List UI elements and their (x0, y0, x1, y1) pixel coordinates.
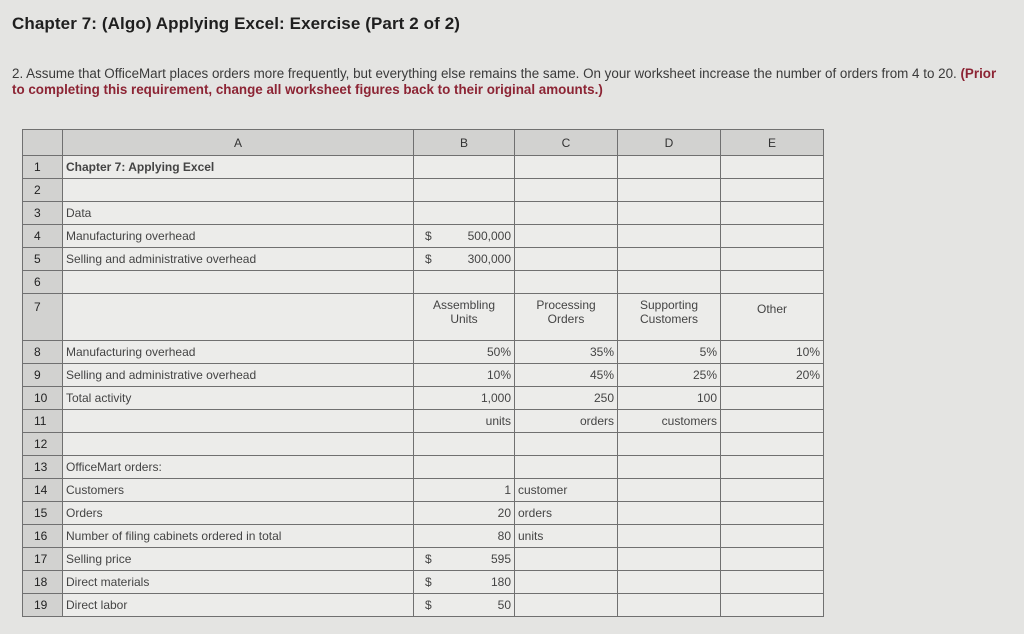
row-header[interactable]: 2 (23, 179, 63, 202)
cell-a19[interactable]: Direct labor (63, 594, 414, 617)
spreadsheet (22, 129, 824, 617)
row-header[interactable]: 8 (23, 341, 63, 364)
row-header[interactable]: 10 (23, 387, 63, 410)
cell-a13[interactable]: OfficeMart orders: (63, 456, 414, 479)
row-header[interactable]: 6 (23, 271, 63, 294)
cell-b1[interactable] (414, 156, 515, 179)
header-line-1: Assembling (432, 298, 496, 312)
cell-e14[interactable] (721, 479, 824, 502)
cell-d2[interactable] (618, 179, 721, 202)
cell-d1[interactable] (618, 156, 721, 179)
table-row (23, 341, 824, 364)
table-row (23, 479, 824, 502)
table-row (23, 456, 824, 479)
cell-value: 300,000 (467, 252, 511, 266)
cell-e12[interactable] (721, 433, 824, 456)
cell-d5[interactable] (618, 248, 721, 271)
row-header[interactable]: 12 (23, 433, 63, 456)
instructions-warning: (Prior to completing this requirement, change all worksheet figures back to their original amounts.) (12, 66, 997, 97)
cell-c10[interactable]: 250 (515, 387, 618, 410)
column-header-b[interactable]: B (414, 130, 515, 156)
cell-d7[interactable] (618, 294, 721, 341)
cell-d17[interactable] (618, 548, 721, 571)
cell-d6[interactable] (618, 271, 721, 294)
cell-c19[interactable] (515, 594, 618, 617)
cell-e19[interactable] (721, 594, 824, 617)
cell-b15[interactable]: 20 (414, 502, 515, 525)
select-all-corner[interactable] (23, 130, 63, 156)
instructions (12, 66, 1002, 98)
cell-c3[interactable] (515, 202, 618, 225)
table-row (23, 271, 824, 294)
row-header[interactable]: 4 (23, 225, 63, 248)
table-row (23, 433, 824, 456)
cell-a6[interactable] (63, 271, 414, 294)
cell-a8[interactable]: Manufacturing overhead (63, 341, 414, 364)
cell-b12[interactable] (414, 433, 515, 456)
row-header[interactable]: 15 (23, 502, 63, 525)
cell-b6[interactable] (414, 271, 515, 294)
cell-e17[interactable] (721, 548, 824, 571)
cell-c17[interactable] (515, 548, 618, 571)
row-header[interactable]: 1 (23, 156, 63, 179)
cell-e15[interactable] (721, 502, 824, 525)
header-line-1: Processing (536, 298, 596, 312)
cell-a18[interactable]: Direct materials (63, 571, 414, 594)
cell-e3[interactable] (721, 202, 824, 225)
cell-d16[interactable] (618, 525, 721, 548)
column-header-e[interactable]: E (721, 130, 824, 156)
table-row (23, 294, 824, 341)
cell-value: 50 (497, 598, 511, 612)
cell-d8[interactable]: 5% (618, 341, 721, 364)
table-row (23, 179, 824, 202)
cell-b7[interactable] (414, 294, 515, 341)
cell-d18[interactable] (618, 571, 721, 594)
cell-c12[interactable] (515, 433, 618, 456)
cell-c7[interactable] (515, 294, 618, 341)
cell-a14[interactable]: Customers (63, 479, 414, 502)
cell-c14[interactable]: customer (515, 479, 618, 502)
cell-d14[interactable] (618, 479, 721, 502)
cell-c18[interactable] (515, 571, 618, 594)
cell-b2[interactable] (414, 179, 515, 202)
cell-c4[interactable] (515, 225, 618, 248)
cell-e1[interactable] (721, 156, 824, 179)
cell-e6[interactable] (721, 271, 824, 294)
cell-b8[interactable]: 50% (414, 341, 515, 364)
cell-a1[interactable]: Chapter 7: Applying Excel (63, 156, 414, 179)
cell-b13[interactable] (414, 456, 515, 479)
cell-e11[interactable] (721, 410, 824, 433)
cell-b11[interactable]: units (414, 410, 515, 433)
cell-c13[interactable] (515, 456, 618, 479)
cell-c1[interactable] (515, 156, 618, 179)
cell-e5[interactable] (721, 248, 824, 271)
cell-a16[interactable]: Number of filing cabinets ordered in total (63, 525, 414, 548)
row-header[interactable]: 14 (23, 479, 63, 502)
cell-b17[interactable] (414, 548, 515, 571)
column-header-a[interactable]: A (63, 130, 414, 156)
currency-symbol: $ (425, 552, 432, 566)
cell-a12[interactable] (63, 433, 414, 456)
cell-e7[interactable]: Other (721, 294, 824, 341)
cell-a9[interactable]: Selling and administrative overhead (63, 364, 414, 387)
row-header[interactable]: 19 (23, 594, 63, 617)
currency-symbol: $ (425, 229, 432, 243)
cell-b18[interactable] (414, 571, 515, 594)
row-header[interactable]: 7 (23, 294, 63, 341)
table-row (23, 571, 824, 594)
cell-a10[interactable]: Total activity (63, 387, 414, 410)
cell-c8[interactable]: 35% (515, 341, 618, 364)
currency-symbol: $ (425, 598, 432, 612)
cell-c16[interactable]: units (515, 525, 618, 548)
column-header-d[interactable]: D (618, 130, 721, 156)
row-header[interactable]: 9 (23, 364, 63, 387)
header-line-2: Customers (639, 312, 698, 326)
cell-a5[interactable]: Selling and administrative overhead (63, 248, 414, 271)
cell-a11[interactable] (63, 410, 414, 433)
page-title: Chapter 7: (Algo) Applying Excel: Exercise (Part 2 of 2) (12, 14, 461, 33)
cell-e13[interactable] (721, 456, 824, 479)
cell-e16[interactable] (721, 525, 824, 548)
cell-c2[interactable] (515, 179, 618, 202)
cell-b5[interactable] (414, 248, 515, 271)
cell-c9[interactable]: 45% (515, 364, 618, 387)
cell-d19[interactable] (618, 594, 721, 617)
cell-b19[interactable] (414, 594, 515, 617)
cell-c6[interactable] (515, 271, 618, 294)
row-header[interactable]: 5 (23, 248, 63, 271)
cell-b3[interactable] (414, 202, 515, 225)
cell-value: 500,000 (467, 229, 511, 243)
cell-e2[interactable] (721, 179, 824, 202)
cell-value: 595 (490, 552, 511, 566)
instructions-text: 2. Assume that OfficeMart places orders more frequently, but everything else remains the same. On your worksheet increase the number of orders from 4 to 20. (12, 66, 957, 81)
table-row (23, 410, 824, 433)
column-header-c[interactable]: C (515, 130, 618, 156)
header-line-2: Units (450, 312, 478, 326)
cell-c15[interactable]: orders (515, 502, 618, 525)
cell-b4[interactable] (414, 225, 515, 248)
cell-a4[interactable]: Manufacturing overhead (63, 225, 414, 248)
cell-a7[interactable] (63, 294, 414, 341)
table-row (23, 387, 824, 410)
cell-e8[interactable]: 10% (721, 341, 824, 364)
row-header[interactable]: 16 (23, 525, 63, 548)
cell-c5[interactable] (515, 248, 618, 271)
cell-b16[interactable]: 80 (414, 525, 515, 548)
header-line-1: Supporting (639, 298, 699, 312)
row-header[interactable]: 3 (23, 202, 63, 225)
cell-a15[interactable]: Orders (63, 502, 414, 525)
table-row (23, 225, 824, 248)
cell-d4[interactable] (618, 225, 721, 248)
row-header[interactable]: 11 (23, 410, 63, 433)
cell-d9[interactable]: 25% (618, 364, 721, 387)
table-row (23, 156, 824, 179)
cell-d12[interactable] (618, 433, 721, 456)
cell-d3[interactable] (618, 202, 721, 225)
cell-c11[interactable]: orders (515, 410, 618, 433)
cell-e4[interactable] (721, 225, 824, 248)
cell-d11[interactable]: customers (618, 410, 721, 433)
table-row (23, 502, 824, 525)
row-header[interactable]: 13 (23, 456, 63, 479)
table-row (23, 248, 824, 271)
cell-d13[interactable] (618, 456, 721, 479)
cell-value: 180 (490, 575, 511, 589)
cell-e18[interactable] (721, 571, 824, 594)
currency-symbol: $ (425, 252, 432, 266)
table-row (23, 202, 824, 225)
cell-e9[interactable]: 20% (721, 364, 824, 387)
table-row (23, 364, 824, 387)
table-row (23, 525, 824, 548)
row-header[interactable]: 18 (23, 571, 63, 594)
cell-d15[interactable] (618, 502, 721, 525)
cell-b14[interactable]: 1 (414, 479, 515, 502)
table-row (23, 548, 824, 571)
cell-a17[interactable]: Selling price (63, 548, 414, 571)
table-row (23, 594, 824, 617)
header-line-2: Orders (547, 312, 585, 326)
column-header-row (23, 130, 824, 156)
cell-a2[interactable] (63, 179, 414, 202)
row-header[interactable]: 17 (23, 548, 63, 571)
cell-d10[interactable]: 100 (618, 387, 721, 410)
currency-symbol: $ (425, 575, 432, 589)
cell-b9[interactable]: 10% (414, 364, 515, 387)
cell-a3[interactable]: Data (63, 202, 414, 225)
cell-e10[interactable] (721, 387, 824, 410)
cell-b10[interactable]: 1,000 (414, 387, 515, 410)
